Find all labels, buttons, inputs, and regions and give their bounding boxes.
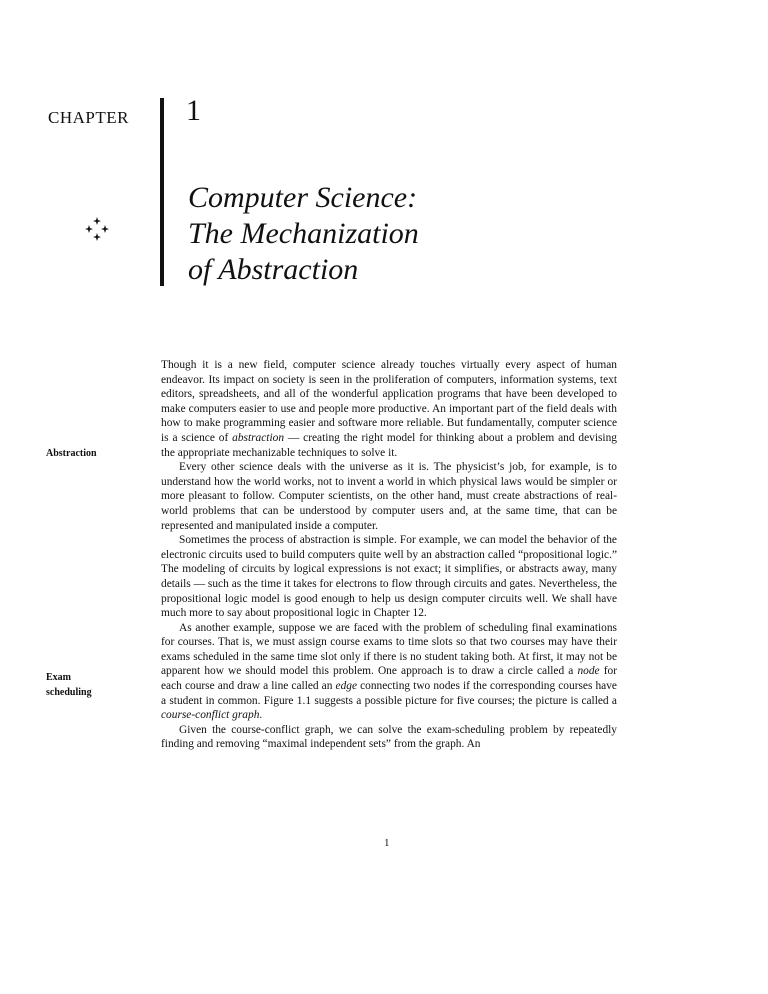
title-line-3: of Abstraction [188,253,359,286]
chapter-number: 1 [186,94,201,127]
margin-note-exam-line-1: Exam [46,672,71,683]
margin-note-exam-scheduling [46,671,92,700]
four-diamond-ornament-icon [84,216,110,242]
paragraph-5: Given the course-conflict graph, we can solve the exam-scheduling problem by repeatedly finding and removing “maximal independent sets” from the graph. An [161,723,617,751]
paragraph-4 [161,621,617,723]
paragraph-3: Sometimes the process of abstraction is simple. For example, we can model the behavior of the electronic circuits used to build computers quite well by an abstraction called “propositional logic.” The modeling of circuits by logical expressions is not exact; it simplifies, or abstracts away, many details — such as the time it takes for electrons to flow through circuits and gates. Nevertheless, the propositional logic model is good enough to help us design computer circuits well. We shall have much more to say about propositional logic in Chapter 12. [161,534,617,620]
emphasis-course-conflict-graph: course-conflict graph [161,709,260,722]
page-number: 1 [384,837,390,849]
chapter-divider-rule [160,98,164,286]
margin-note-exam-line-2: scheduling [46,686,92,698]
paragraph-1 [161,358,617,460]
margin-note-abstraction: Abstraction [46,448,97,459]
paragraph-4-text-d: . [259,709,263,722]
paragraph-2: Every other science deals with the universe as it is. The physicist’s job, for example, is to understand how the world works, not to invent a world in which physical laws would be simpler or more pleasant to follow. Computer scientists, on the other hand, must create abstractions of real-world problems that can be understood by computer users and, at the same time, that can be represented and manipulated inside a computer. [161,461,617,532]
paragraph-1-text-b: — creating the right model for thinking about a problem and devising the appropriate mechanizable techniques to solve it. [161,431,617,459]
body-text [161,358,617,752]
chapter-label: CHAPTER [48,108,129,127]
emphasis-abstraction: abstraction [232,431,285,444]
title-line-2: The Mechanization [188,217,419,250]
title-line-1: Computer Science: [188,181,418,214]
emphasis-edge: edge [335,680,358,693]
paragraph-4-text-c: connecting two nodes if the corresponding courses have a student in common. Figure 1.1 suggests a possible picture for five courses; the picture is called a [161,680,617,707]
chapter-title [188,180,419,288]
emphasis-node: node [577,665,600,678]
paragraph-1-text-a: Though it is a new field, computer science already touches virtually every aspect of human endeavor. Its impact on society is seen in the proliferation of computers, information systems, text editors, spreadsheets, and all of the wonderful application programs that have been developed to make computers easier to use and people more productive. An important part of the field deals with how to make programming easier and software more reliable. But fundamentally, computer science is a science of [161,359,617,444]
paragraph-4-text-b: for each course and draw a line called an [161,665,617,693]
paragraph-4-text-a: As another example, suppose we are faced with the problem of scheduling final examinations for courses. That is, we must assign course exams to time slots so that two courses may have their exams scheduled in the same time slot only if there is no student taking both. At first, it may not be apparent how we should model this problem. One approach is to draw a circle called a [161,621,617,678]
